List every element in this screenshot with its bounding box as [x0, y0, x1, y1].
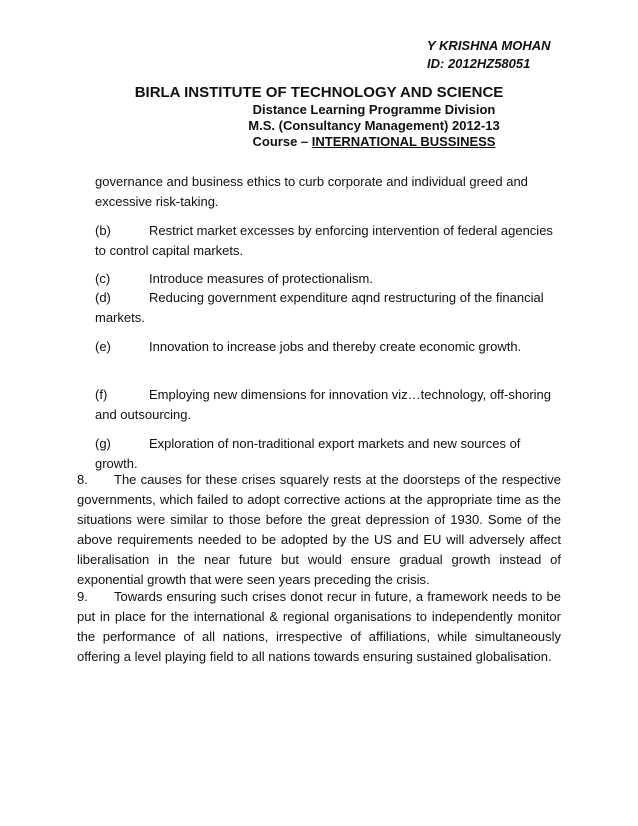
item-text: Restrict market excesses by enforcing intervention of federal agencies to control capital markets. [95, 223, 553, 258]
item-text: Reducing government expenditure aqnd restructuring of the financial markets. [95, 290, 544, 325]
list-item [95, 269, 565, 289]
item-label: (d) [95, 290, 111, 305]
list-item [95, 221, 565, 261]
list-item [95, 288, 565, 328]
paragraph-number: 9. [77, 589, 88, 604]
item-label: (g) [95, 436, 111, 451]
item-label: (f) [95, 387, 108, 402]
item-text: Innovation to increase jobs and thereby create economic growth. [149, 339, 522, 354]
programme-line: M.S. (Consultancy Management) 2012-13 [248, 118, 500, 133]
item-text: Employing new dimensions for innovation viz…technology, off-shoring and outsourcing. [95, 387, 552, 422]
course-line [55, 134, 638, 150]
course-name: INTERNATIONAL BUSSINESS [311, 134, 496, 149]
paragraph-text: Towards ensuring such crises donot recur in future, a framework needs to be put in place for the international & regional organisations to independently monitor the performance of all nations, irrespective of affiliations, while simultaneously offering a level playing field to all nations towards ensuring sustained globalisation. [77, 589, 561, 664]
item-text: Introduce measures of protectionalism. [149, 271, 373, 286]
item-label: (c) [95, 271, 111, 286]
list-item [95, 337, 565, 357]
author-name: Y KRISHNA MOHAN [427, 38, 551, 53]
paragraph-number: 8. [77, 472, 88, 487]
continuation-paragraph: governance and business ethics to curb corporate and individual greed and excessive risk-taking. [95, 174, 528, 209]
list-item [95, 434, 565, 474]
list-item [95, 385, 565, 425]
paragraph-8 [77, 470, 561, 590]
paragraph-text: The causes for these crises squarely rests at the doorsteps of the respective governments, which failed to adopt corrective actions at the appropriate time as the situations were similar to those before the great depression of 1930. Some of the above requirements needed to be adopted by the US and EU will adversely affect liberalisation in the near future but would ensure gradual growth instead of exponential growth that were seen years preceding the crisis. [77, 472, 561, 587]
item-label: (e) [95, 339, 111, 354]
author-block [427, 37, 551, 73]
institute-title: BIRLA INSTITUTE OF TECHNOLOGY AND SCIENCE [134, 84, 504, 101]
course-prefix: Course – [252, 134, 312, 149]
item-text: Exploration of non-traditional export markets and new sources of growth. [95, 436, 521, 471]
paragraph-9 [77, 587, 561, 667]
item-label: (b) [95, 223, 111, 238]
student-id: ID: 2012HZ58051 [427, 56, 531, 71]
division-line: Distance Learning Programme Division [252, 102, 496, 117]
